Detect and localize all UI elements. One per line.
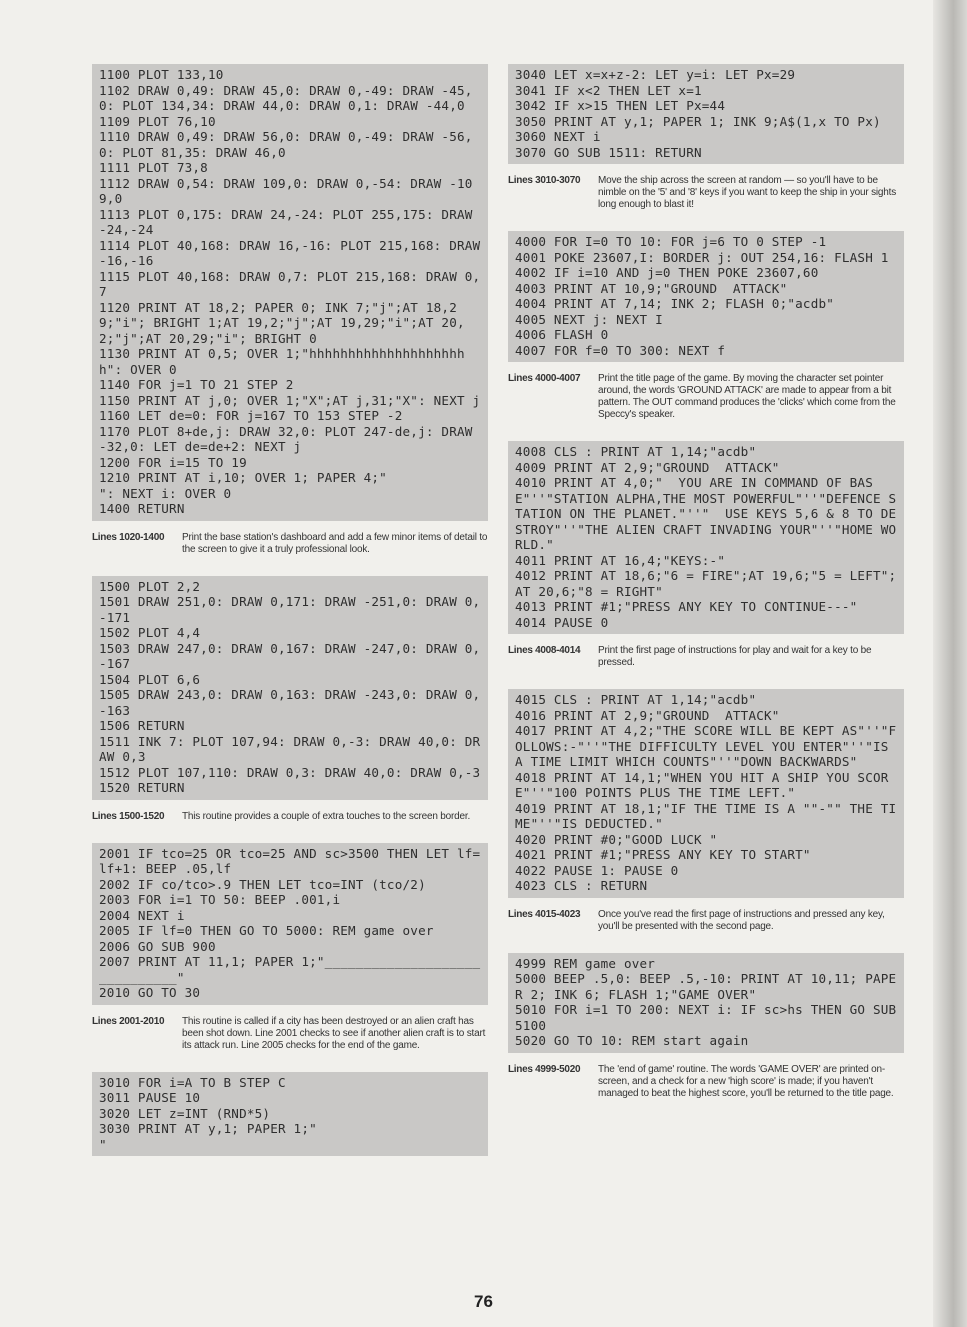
annotation-label: Lines 2001-2010 <box>92 1015 165 1027</box>
annotation-label: Lines 1500-1520 <box>92 810 165 822</box>
annotation-label: Lines 1020-1400 <box>92 531 165 543</box>
code-listing-4015-4023: 4015 CLS : PRINT AT 1,14;"acdb" 4016 PRINT AT 2,9;"GROUND ATTACK" 4017 PRINT AT 4,2;"THE SCORE WILL BE KEPT AS"''"FOLLOWS:-"''"THE DIFFICULTY LEVEL YOU ENTER"''"IS A TIME LIMIT WHICH COUNTS"''"DOWN BACKWARDS" 4018 PRINT AT 14,1;"WHEN YOU HIT A SHIP YOU SCORE"''"100 POINTS PLUS THE TIME LEFT." 4019 PRINT AT 18,1;"IF THE TIME IS A ""-"" THE TIME"''"IS DEDUCTED." 4020 PRINT #0;"GOOD LUCK " 4021 PRINT #1;"PRESS ANY KEY TO START" 4022 PAUSE 1: PAUSE 0 4023 CLS : RETURN <box>508 689 904 898</box>
annotation-text: Print the first page of instructions for play and wait for a key to be pressed. <box>598 645 872 668</box>
annotation-1500-1520 <box>92 811 488 823</box>
page-number: 76 <box>474 1292 493 1311</box>
annotation-text: Once you've read the first page of instructions and pressed any key, you'll be presented with the second page. <box>598 908 885 932</box>
annotation-text: This routine provides a couple of extra touches to the screen border. <box>182 810 471 822</box>
annotation-2001-2010 <box>92 1016 488 1052</box>
code-listing-4999-5020: 4999 REM game over 5000 BEEP .5,0: BEEP .5,-10: PRINT AT 10,11; PAPER 2; INK 6; FLASH 1;"GAME OVER" 5010 FOR i=1 TO 200: NEXT i: IF sc>hs THEN GO SUB 5100 5020 GO TO 10: REM start again <box>508 953 904 1053</box>
annotation-4999-5020 <box>508 1064 904 1100</box>
annotation-text: Print the base station's dashboard and add a few minor items of detail to the screen to give it a truly professional look. <box>182 531 488 555</box>
annotation-1020-1400 <box>92 532 488 556</box>
annotation-4015-4023 <box>508 909 904 933</box>
code-listing-4008-4014: 4008 CLS : PRINT AT 1,14;"acdb" 4009 PRINT AT 2,9;"GROUND ATTACK" 4010 PRINT AT 4,0;" YOU ARE IN COMMAND OF BASE"''"STATION ALPHA,THE MOST POWERFUL"''"DEFENCE STATION ON THE PLANET."''" USE KEYS 5,6 & 8 TO DESTROY"''"THE ALIEN CRAFT INVADING YOUR"''"HOME WORLD." 4011 PRINT AT 16,4;"KEYS:-" 4012 PRINT AT 18,6;"6 = FIRE";AT 19,6;"5 = LEFT";AT 20,6;"8 = RIGHT" 4013 PRINT #1;"PRESS ANY KEY TO CONTINUE---" 4014 PAUSE 0 <box>508 441 904 634</box>
annotation-label: Lines 4015-4023 <box>508 908 581 920</box>
code-listing-1100-1400: 1100 PLOT 133,10 1102 DRAW 0,49: DRAW 45,0: DRAW 0,-49: DRAW -45,0: PLOT 134,34: DRAW 44,0: DRAW 0,1: DRAW -44,0 1109 PLOT 76,10 1110 DRAW 0,49: DRAW 56,0: DRAW 0,-49: DRAW -56,0: PLOT 81,35: DRAW 46,0 1111 PLOT 73,8 1112 DRAW 0,54: DRAW 109,0: DRAW 0,-54: DRAW -109,0 1113 PLOT 0,175: DRAW 24,-24: PLOT 255,175: DRAW -24,-24 1114 PLOT 40,168: DRAW 16,-16: PLOT 215,168: DRAW -16,-16 1115 PLOT 40,168: DRAW 0,7: PLOT 215,168: DRAW 0,7 1120 PRINT AT 18,2; PAPER 0; INK 7;"j";AT 18,29;"i"; BRIGHT 1;AT 19,2;"j";AT 19,29;"i";AT 20,2;"j";AT 20,29;"i"; BRIGHT 0 1130 PRINT AT 0,5; OVER 1;"hhhhhhhhhhhhhhhhhhhhh": OVER 0 1140 FOR j=1 TO 21 STEP 2 1150 PRINT AT j,0; OVER 1;"X";AT j,31;"X": NEXT j 1160 LET de=0: FOR j=167 TO 153 STEP -2 1170 PLOT 8+de,j: DRAW 32,0: PLOT 247-de,j: DRAW -32,0: LET de=de+2: NEXT j 1200 FOR i=15 TO 19 1210 PRINT AT i,10; OVER 1; PAPER 4;" ": NEXT i: OVER 0 1400 RETURN <box>92 64 488 521</box>
annotation-4008-4014 <box>508 645 904 669</box>
annotation-text: This routine is called if a city has been destroyed or an alien craft has been shot down. Line 2001 checks to see if another alien craft is to start its attack run. Line 2005 checks for the end of the game. <box>182 1015 486 1051</box>
code-listing-1500-1520: 1500 PLOT 2,2 1501 DRAW 251,0: DRAW 0,171: DRAW -251,0: DRAW 0,-171 1502 PLOT 4,4 1503 DRAW 247,0: DRAW 0,167: DRAW -247,0: DRAW 0,-167 1504 PLOT 6,6 1505 DRAW 243,0: DRAW 0,163: DRAW -243,0: DRAW 0,-163 1506 RETURN 1511 INK 7: PLOT 107,94: DRAW 0,-3: DRAW 40,0: DRAW 0,3 1512 PLOT 107,110: DRAW 0,3: DRAW 40,0: DRAW 0,-3 1520 RETURN <box>92 576 488 800</box>
annotation-label: Lines 4999-5020 <box>508 1063 581 1075</box>
annotation-text: Print the title page of the game. By moving the character set pointer around, the words 'GROUND ATTACK' are made to appear from a bit pattern. The OUT command produces the 'clicks' which come from the Speccy's speaker. <box>598 373 896 420</box>
page-edge-shadow <box>933 0 967 1327</box>
annotation-label: Lines 4000-4007 <box>508 373 581 384</box>
annotation-text: The 'end of game' routine. The words 'GAME OVER' are printed on-screen, and a check for a new 'high score' is made; if you haven't managed to beat the highest score, you'll be returned to the title page. <box>598 1063 894 1099</box>
code-listing-3040-3070: 3040 LET x=x+z-2: LET y=i: LET Px=29 3041 IF x<2 THEN LET x=1 3042 IF x>15 THEN LET Px=44 3050 PRINT AT y,1; PAPER 1; INK 9;A$(1,x TO Px) 3060 NEXT i 3070 GO SUB 1511: RETURN <box>508 64 904 164</box>
annotation-text: Move the ship across the screen at random — so you'll have to be nimble on the '5' and '8' keys if you want to keep the ship in your sights long enough to blast it! <box>598 175 897 210</box>
code-listing-2001-2010: 2001 IF tco=25 OR tco=25 AND sc>3500 THEN LET lf=lf+1: BEEP .05,lf 2002 IF co/tco>.9 THEN LET tco=INT (tco/2) 2003 FOR i=1 TO 50: BEEP .001,i 2004 NEXT i 2005 IF lf=0 THEN GO TO 5000: REM game over 2006 GO SUB 900 2007 PRINT AT 11,1; PAPER 1;"______________________________" 2010 GO TO 30 <box>92 843 488 1005</box>
code-listing-3010-3030: 3010 FOR i=A TO B STEP C 3011 PAUSE 10 3020 LET z=INT (RND*5) 3030 PRINT AT y,1; PAPER 1;" " <box>92 1072 488 1157</box>
annotation-3010-3070 <box>508 175 904 211</box>
left-column <box>92 64 488 1156</box>
code-listing-4000-4007: 4000 FOR I=0 TO 10: FOR j=6 TO 0 STEP -1 4001 POKE 23607,I: BORDER j: OUT 254,16: FLASH 1 4002 IF i=10 AND j=0 THEN POKE 23607,60 4003 PRINT AT 10,9;"GROUND ATTACK" 4004 PRINT AT 7,14; INK 2; FLASH 0;"acdb" 4005 NEXT j: NEXT I 4006 FLASH 0 4007 FOR f=0 TO 300: NEXT f <box>508 231 904 362</box>
right-column <box>508 64 904 1120</box>
annotation-label: Lines 4008-4014 <box>508 645 581 656</box>
annotation-4000-4007 <box>508 373 904 421</box>
annotation-label: Lines 3010-3070 <box>508 175 581 186</box>
